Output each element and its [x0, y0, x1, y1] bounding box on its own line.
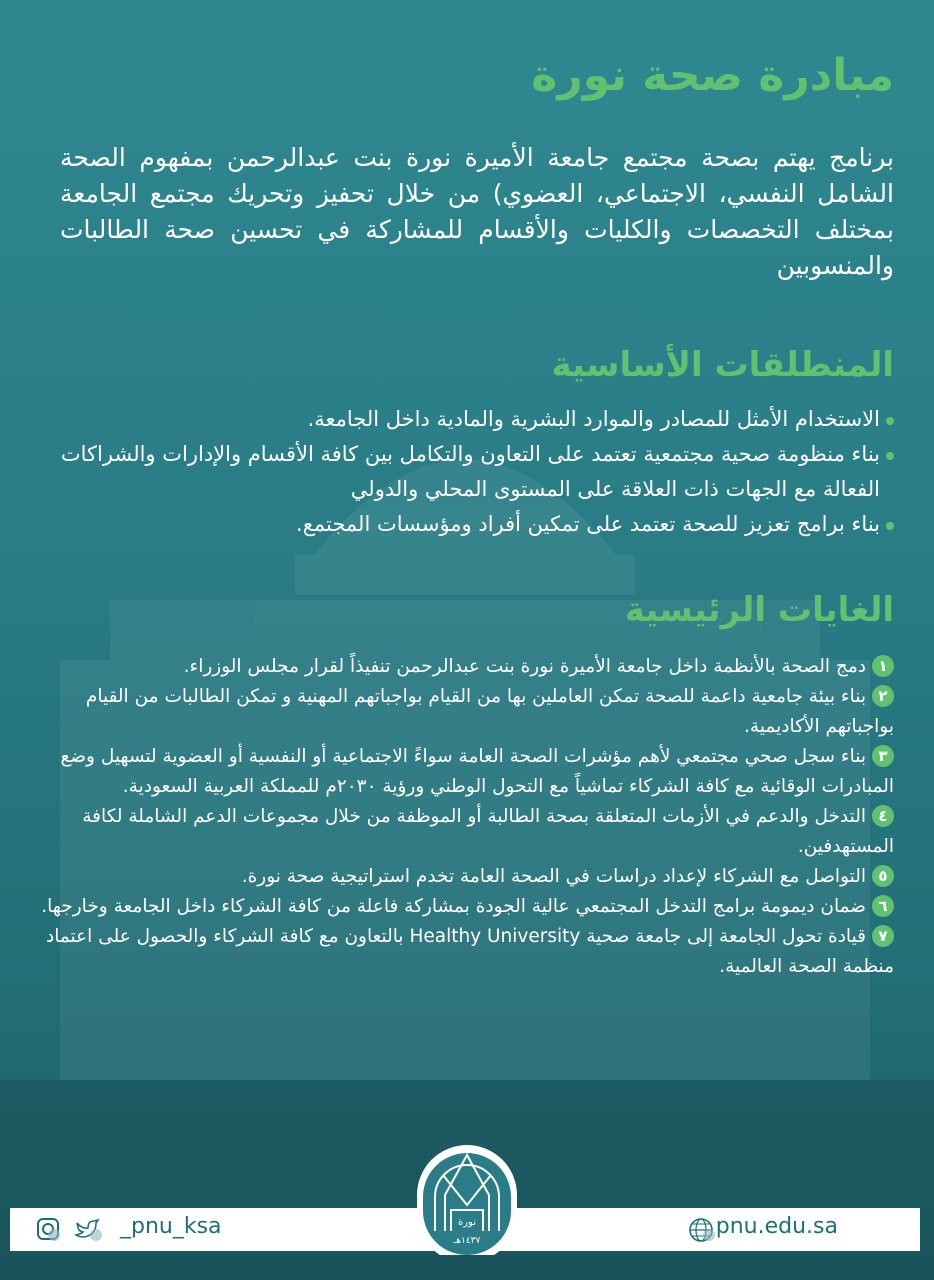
social-handle-link[interactable]: _pnu_ksa [120, 1214, 222, 1239]
principle-item: بناء برامج تعزيز للصحة تعتمد على تمكين أفراد ومؤسسات المجتمع. [40, 507, 894, 542]
goal-item [40, 922, 894, 982]
goal-number-badge: ٢ [872, 685, 894, 707]
goal-item [40, 682, 894, 742]
svg-text:نورة: نورة [457, 1217, 477, 1228]
pnu-logo [413, 1135, 521, 1255]
goal-text: التواصل مع الشركاء لإعداد دراسات في الصحة العامة تخدم استراتيجية صحة نورة. [241, 866, 866, 887]
svg-text:١٤٣٧هـ: ١٤٣٧هـ [453, 1236, 481, 1246]
goal-number-badge: ١ [872, 655, 894, 677]
page-title: مبادرة صحة نورة [531, 50, 894, 101]
goal-number-badge: ٧ [872, 925, 894, 947]
principle-item: الاستخدام الأمثل للمصادر والموارد البشرية والمادية داخل الجامعة. [40, 402, 894, 437]
goal-number-badge: ٣ [872, 745, 894, 767]
goal-item [40, 802, 894, 862]
instagram-icon[interactable] [36, 1217, 62, 1243]
globe-icon [688, 1217, 718, 1243]
principles-heading: المنطلقات الأساسية [551, 345, 894, 385]
principle-item: بناء منظومة صحية مجتمعية تعتمد على التعاون والتكامل بين كافة الأقسام والإدارات والشراكات الفعالة مع الجهات ذات العلاقة على المستوى المحلي والدولي [40, 437, 894, 507]
website-link[interactable]: pnu.edu.sa [715, 1214, 838, 1239]
goals-list [40, 652, 894, 982]
goal-item [40, 892, 894, 922]
goal-item [40, 652, 894, 682]
goal-number-badge: ٥ [872, 865, 894, 887]
goal-text: بناء بيئة جامعية داعمة للصحة تمكن العاملين بها من القيام بواجباتهم المهنية و تمكن الطالبات من القيام بواجباتهم الأكاديمية. [85, 686, 894, 737]
goal-number-badge: ٦ [872, 895, 894, 917]
goal-text: ضمان ديمومة برامج التدخل المجتمعي عالية الجودة بمشاركة فاعلة من كافة الشركاء داخل الجامعة وخارجها. [41, 896, 866, 917]
goal-text: قيادة تحول الجامعة إلى جامعة صحية Healthy University بالتعاون مع كافة الشركاء والحصول على اعتماد منظمة الصحة العالمية. [45, 926, 894, 977]
goal-number-badge: ٤ [872, 805, 894, 827]
intro-paragraph: برنامج يهتم بصحة مجتمع جامعة الأميرة نورة بنت عبدالرحمن بمفهوم الصحة الشامل النفسي، الاجتماعي، العضوي) من خلال تحفيز وتحريك مجتمع الجامعة بمختلف التخصصات والكليات والأقسام للمشاركة في تحسين صحة الطالبات والمنسوبين [60, 143, 894, 280]
twitter-icon[interactable] [74, 1217, 104, 1243]
goals-heading: الغايات الرئيسية [624, 590, 894, 630]
goal-item [40, 742, 894, 802]
goal-item [40, 862, 894, 892]
goal-text: بناء سجل صحي مجتمعي لأهم مؤشرات الصحة العامة سواءً الاجتماعية أو النفسية أو العضوية لتسهيل وضع المبادرات الوقائية مع كافة الشركاء تماشياً مع التحول الوطني ورؤية ٢٠٣٠م للمملكة العربية السعودية. [60, 746, 894, 797]
goal-text: دمج الصحة بالأنظمة داخل جامعة الأميرة نورة بنت عبدالرحمن تنفيذاً لقرار مجلس الوزراء. [183, 656, 866, 677]
principles-list [40, 402, 894, 542]
goal-text: التدخل والدعم في الأزمات المتعلقة بصحة الطالبة أو الموظفة من خلال مجموعات الدعم الشاملة لكافة المستهدفين. [82, 806, 894, 857]
